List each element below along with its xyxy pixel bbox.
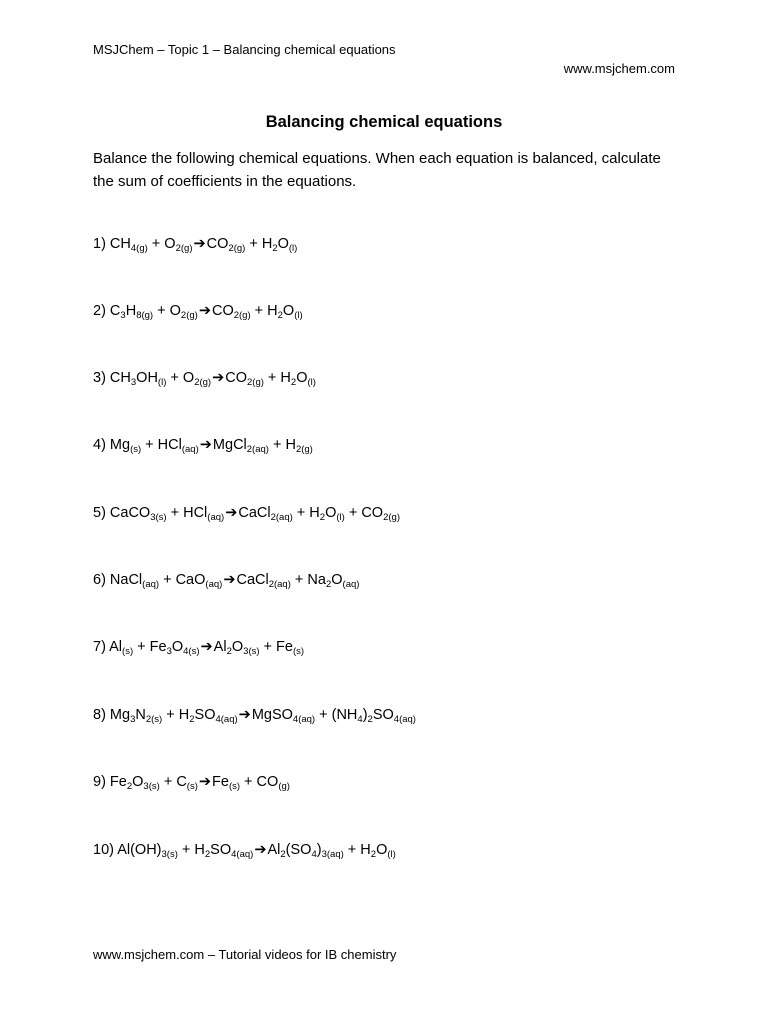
subscript: 2 <box>272 243 278 254</box>
formula-text: CH <box>109 370 131 386</box>
formula-text: + H <box>268 437 296 453</box>
subscript: 2 <box>189 714 195 725</box>
equation-number: 7) <box>93 639 110 655</box>
subscript: 2(aq) <box>268 579 291 590</box>
equation-number: 5) <box>93 505 110 521</box>
formula-text: + H <box>162 707 190 723</box>
subscript: 4(g) <box>130 243 148 254</box>
subscript: 3 <box>120 310 126 321</box>
products <box>236 572 359 588</box>
formula-text: SO <box>210 842 232 858</box>
formula-text: CaCO <box>109 505 151 521</box>
subscript: (s) <box>186 781 198 792</box>
formula-text: + CO <box>240 774 279 790</box>
formula-text: + HCl <box>141 437 182 453</box>
products <box>267 842 395 858</box>
reaction-arrow-icon: ➔ <box>225 505 238 521</box>
subscript: 3 <box>130 714 136 725</box>
products <box>207 236 298 252</box>
formula-text: Al <box>267 842 281 858</box>
subscript: (aq) <box>207 512 225 523</box>
subscript: 2(aq) <box>246 444 269 455</box>
formula-text: ) <box>316 842 322 858</box>
equation-number: 4) <box>93 437 110 453</box>
page-title: Balancing chemical equations <box>265 113 503 131</box>
formula-text: + O <box>153 303 181 319</box>
formula-text: CO <box>225 370 247 386</box>
formula-text: MgSO <box>251 707 293 723</box>
subscript: 2(g) <box>247 377 264 388</box>
formula-text: Al <box>109 639 123 655</box>
subscript: 4(aq) <box>393 714 416 725</box>
subscript: 2(g) <box>228 243 246 254</box>
reaction-arrow-icon: ➔ <box>198 303 211 319</box>
subscript: (l) <box>294 310 303 321</box>
formula-text: + H <box>343 842 371 858</box>
formula-text: NaCl <box>109 572 143 588</box>
subscript: (l) <box>288 243 298 254</box>
equation-6 <box>93 572 359 588</box>
formula-text: O <box>282 303 295 319</box>
subscript: 2 <box>204 849 211 860</box>
subscript: 2 <box>319 512 326 523</box>
subscript: (s) <box>228 781 241 792</box>
reactants <box>110 774 198 790</box>
reaction-arrow-icon: ➔ <box>212 370 225 386</box>
reaction-arrow-icon: ➔ <box>254 842 267 858</box>
subscript: 2(g) <box>194 377 212 388</box>
subscript: (aq) <box>181 444 199 455</box>
reactants <box>110 505 224 521</box>
formula-text: O <box>331 572 343 588</box>
reaction-arrow-icon: ➔ <box>193 236 206 252</box>
products <box>252 707 416 723</box>
reactants <box>110 370 211 386</box>
equation-number: 8) <box>93 707 110 723</box>
formula-text: O <box>231 639 244 655</box>
products <box>213 437 313 453</box>
equation-number: 1) <box>93 236 110 252</box>
reactants <box>110 707 238 723</box>
formula-text: O <box>325 505 337 521</box>
subscript: 4 <box>311 849 317 860</box>
formula-text: N <box>135 707 146 723</box>
equation-number: 10) <box>93 842 118 858</box>
formula-text: O <box>296 370 308 386</box>
products <box>238 505 400 521</box>
formula-text: + HCl <box>166 505 208 521</box>
formula-text: Fe <box>212 774 229 790</box>
equation-9 <box>93 774 290 790</box>
formula-text: + H <box>250 303 278 319</box>
subscript: 3(s) <box>161 849 178 860</box>
formula-text: + H <box>245 236 273 252</box>
equation-3 <box>93 370 316 386</box>
formula-text: O <box>277 236 289 252</box>
subscript: 8(g) <box>136 310 154 321</box>
products <box>225 370 316 386</box>
subscript: (s) <box>122 646 134 657</box>
subscript: (l) <box>336 512 345 523</box>
formula-text: CaCl <box>236 572 269 588</box>
formula-text: O <box>132 774 144 790</box>
equation-10 <box>93 842 396 858</box>
subscript: 3(s) <box>143 781 160 792</box>
formula-text: CaCl <box>238 505 271 521</box>
formula-text: + O <box>166 370 195 386</box>
subscript: 2 <box>280 849 286 860</box>
formula-text: Mg <box>109 437 131 453</box>
subscript: 2 <box>290 377 297 388</box>
subscript: (g) <box>278 781 290 792</box>
formula-text: OH <box>136 370 158 386</box>
subscript: (l) <box>387 849 396 860</box>
subscript: (s) <box>130 444 142 455</box>
formula-text: SO <box>194 707 216 723</box>
subscript: 2 <box>277 310 283 321</box>
formula-text: + Na <box>290 572 326 588</box>
formula-text: Al(OH) <box>117 842 162 858</box>
reactants <box>117 842 253 858</box>
header-website: www.msjchem.com <box>563 61 675 76</box>
subscript: 2 <box>126 781 133 792</box>
subscript: 2 <box>370 849 377 860</box>
formula-text: + Fe <box>259 639 293 655</box>
formula-text: Al <box>213 639 227 655</box>
subscript: 2 <box>367 714 373 725</box>
formula-text: CO <box>206 236 229 252</box>
formula-text: Mg <box>109 707 131 723</box>
formula-text: + H <box>292 505 320 521</box>
formula-text: Fe <box>109 774 127 790</box>
equation-7 <box>93 639 304 655</box>
formula-text: H <box>125 303 137 319</box>
formula-text: + O <box>147 236 176 252</box>
subscript: (s) <box>292 646 305 657</box>
formula-text: + H <box>263 370 291 386</box>
subscript: 2(g) <box>175 243 193 254</box>
subscript: 2(g) <box>383 512 400 523</box>
products <box>212 303 303 319</box>
equation-number: 6) <box>93 572 110 588</box>
formula-text: O <box>171 639 184 655</box>
formula-text: + H <box>177 842 205 858</box>
instructions-text: Balance the following chemical equations. When each equation is balanced, calculate the sum of coefficients in the equations. <box>93 150 661 190</box>
equation-2 <box>93 303 303 319</box>
formula-text: + Fe <box>133 639 167 655</box>
formula-text: (SO <box>285 842 312 858</box>
formula-text: CO <box>211 303 234 319</box>
subscript: 2(g) <box>295 444 313 455</box>
formula-text: + C <box>159 774 187 790</box>
formula-text: O <box>376 842 388 858</box>
reactants <box>110 303 198 319</box>
equation-8 <box>93 707 416 723</box>
formula-text: C <box>109 303 121 319</box>
reaction-arrow-icon: ➔ <box>199 437 212 453</box>
products <box>212 774 290 790</box>
reactants <box>110 437 199 453</box>
products <box>214 639 304 655</box>
formula-text: SO <box>372 707 394 723</box>
reaction-arrow-icon: ➔ <box>198 774 212 790</box>
footer-text: www.msjchem.com – Tutorial videos for IB chemistry <box>93 947 397 962</box>
equation-5 <box>93 505 400 521</box>
reactants <box>110 572 222 588</box>
subscript: (aq) <box>205 579 223 590</box>
subscript: 2(aq) <box>270 512 293 523</box>
formula-text: + CaO <box>159 572 206 588</box>
equation-number: 3) <box>93 370 110 386</box>
subscript: (l) <box>157 377 167 388</box>
header-title: MSJChem – Topic 1 – Balancing chemical equations <box>93 42 396 57</box>
subscript: 3(aq) <box>321 849 344 860</box>
reaction-arrow-icon: ➔ <box>223 572 236 588</box>
subscript: (aq) <box>142 579 160 590</box>
subscript: 4(aq) <box>292 714 316 725</box>
subscript: 4(s) <box>183 646 200 657</box>
subscript: 2(g) <box>180 310 198 321</box>
equation-4 <box>93 437 313 453</box>
subscript: (l) <box>307 377 316 388</box>
formula-text: CH <box>109 236 131 252</box>
subscript: 3(s) <box>150 512 167 523</box>
reaction-arrow-icon: ➔ <box>238 707 251 723</box>
formula-text: ) <box>362 707 368 723</box>
reactants <box>109 639 199 655</box>
reactants <box>110 236 193 252</box>
formula-text: MgCl <box>212 437 247 453</box>
formula-text: + CO <box>344 505 384 521</box>
subscript: 3 <box>166 646 172 657</box>
subscript: 4(aq) <box>215 714 238 725</box>
equation-number: 2) <box>93 303 110 319</box>
formula-text: + (NH <box>315 707 358 723</box>
subscript: 4 <box>357 714 363 725</box>
subscript: 4(aq) <box>231 849 254 860</box>
subscript: 3(s) <box>243 646 260 657</box>
subscript: 2(s) <box>145 714 163 725</box>
subscript: (aq) <box>342 579 360 590</box>
equation-number: 9) <box>93 774 110 790</box>
subscript: 2 <box>325 579 332 590</box>
reaction-arrow-icon: ➔ <box>200 639 213 655</box>
subscript: 2(g) <box>233 310 251 321</box>
equation-1 <box>93 236 297 252</box>
subscript: 3 <box>130 377 137 388</box>
subscript: 2 <box>226 646 232 657</box>
